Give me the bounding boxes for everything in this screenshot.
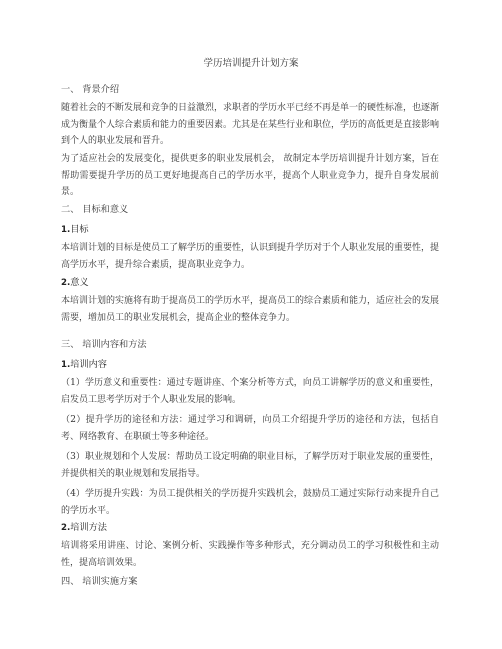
list-item-content-3: （3）职业规划和个人发展：帮助员工设定明确的职业目标，了解学历对于职业发展的重要性，并提供相关的职业规划和发展指导。 xyxy=(61,452,439,479)
subheading-number: 2. xyxy=(61,278,71,288)
section-heading-goals: 二、 目标和意义 xyxy=(61,204,129,215)
document-title: 学历培训提升计划方案 xyxy=(203,58,299,69)
paragraph-training-methods: 培训将采用讲座、讨论、案例分析、实践操作等多种形式，充分调动员工的学习积极性和主动性，提高培训效果。 xyxy=(61,541,439,568)
section-heading-background: 一、 背景介绍 xyxy=(61,84,120,95)
paragraph-background-2: 为了适应社会的发展变化，提供更多的职业发展机会， 故制定本学历培训提升计划方案，旨在帮助需要提升学历的员工更好地提高自己的学历水平，提高个人职业竞争力，提升自身发展前景。 xyxy=(61,154,439,197)
subheading-training-content xyxy=(61,358,107,372)
paragraph-background-1: 随着社会的不断发展和竞争的日益激烈，求职者的学历水平已经不再是单一的硬性标准，也逐渐成为衡量个人综合素质和能力的重要因素。尤其是在某些行业和职位，学历的高低更是直接影响到个人的职业发展和晋升。 xyxy=(61,103,440,146)
subheading-number: 2. xyxy=(61,523,71,533)
list-item-content-1: （1）学历意义和重要性：通过专题讲座、个案分析等方式，向员工讲解学历的意义和重要性，启发员工思考学历对于个人职业发展的影响。 xyxy=(61,378,439,405)
paragraph-significance: 本培训计划的实施将有助于提高员工的学历水平，提高员工的综合素质和能力，适应社会的发展需要，增加员工的职业发展机会，提高企业的整体竞争力。 xyxy=(61,296,440,323)
subheading-significance xyxy=(61,276,89,290)
section-heading-content-methods: 三、 培训内容和方法 xyxy=(61,339,147,350)
subheading-label: 培训方法 xyxy=(70,522,107,533)
section-heading-implementation: 四、 培训实施方案 xyxy=(61,576,138,587)
subheading-label: 目标 xyxy=(70,224,89,235)
list-item-content-4: （4）学历提升实践：为员工提供相关的学历提升实践机会，鼓励员工通过实际行动来提升自己的学历水平。 xyxy=(61,489,439,516)
subheading-label: 意义 xyxy=(70,277,89,288)
subheading-training-methods xyxy=(61,521,107,535)
subheading-label: 培训内容 xyxy=(70,359,107,370)
subheading-number: 1. xyxy=(61,225,71,235)
subheading-number: 1. xyxy=(61,360,71,370)
subheading-goal xyxy=(61,223,89,237)
paragraph-goal: 本培训计划的目标是使员工了解学历的重要性，认识到提升学历对于个人职业发展的重要性，提高学历水平，提升综合素质，提高职业竞争力。 xyxy=(61,243,440,270)
list-item-content-2: （2）提升学历的途径和方法：通过学习和调研，向员工介绍提升学历的途径和方法，包括自考、网络教育、在职硕士等多种途径。 xyxy=(61,415,439,442)
